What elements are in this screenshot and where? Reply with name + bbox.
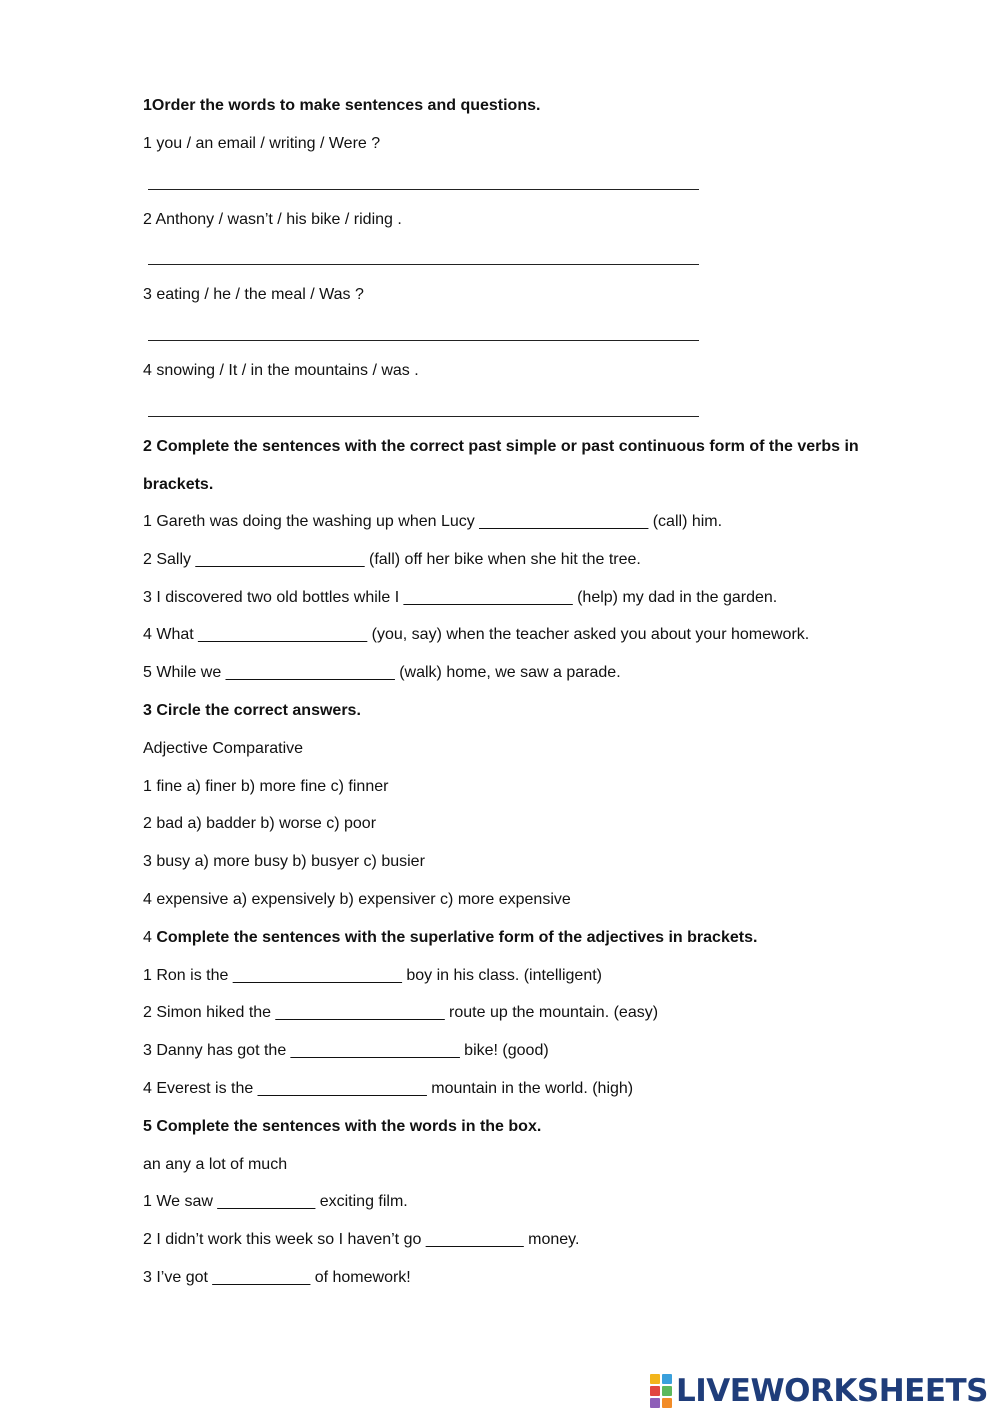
s5-item-1: 1 We saw ___________ exciting film. — [143, 1193, 408, 1210]
s1-answer-line-2[interactable] — [148, 264, 699, 265]
section-5-title: 5 Complete the sentences with the words in the box. — [143, 1118, 542, 1135]
s3-item-4: 4 expensive a) expensively b) expensiver c) more expensive — [143, 891, 571, 908]
liveworksheets-logo — [650, 1374, 988, 1408]
s1-item-4: 4 snowing / It / in the mountains / was . — [143, 362, 419, 379]
s2-item-4: 4 What ___________________ (you, say) when the teacher asked you about your homework. — [143, 626, 810, 643]
s4-item-4: 4 Everest is the ___________________ mountain in the world. (high) — [143, 1080, 634, 1097]
logo-text: LIVEWORKSHEETS — [676, 1373, 988, 1409]
s2-item-2: 2 Sally ___________________ (fall) off her bike when she hit the tree. — [143, 551, 641, 568]
s1-item-3: 3 eating / he / the meal / Was ? — [143, 286, 364, 303]
s5-item-3: 3 I’ve got ___________ of homework! — [143, 1269, 411, 1286]
s3-item-3: 3 busy a) more busy b) busyer c) busier — [143, 853, 425, 870]
s4-item-1: 1 Ron is the ___________________ boy in his class. (intelligent) — [143, 967, 602, 984]
logo-square — [662, 1398, 672, 1408]
logo-square — [662, 1374, 672, 1384]
s1-answer-line-3[interactable] — [148, 340, 699, 341]
section-2-title-line-2: brackets. — [143, 476, 214, 493]
s2-item-1: 1 Gareth was doing the washing up when Lucy ___________________ (call) him. — [143, 513, 723, 530]
section-4-title — [143, 928, 757, 948]
s3-item-2: 2 bad a) badder b) worse c) poor — [143, 815, 377, 832]
s3-subtitle: Adjective Comparative — [143, 740, 304, 757]
logo-square — [650, 1398, 660, 1408]
logo-square — [650, 1374, 660, 1384]
s2-item-3: 3 I discovered two old bottles while I ___________________ (help) my dad in the garden. — [143, 589, 778, 606]
s2-item-5: 5 While we ___________________ (walk) home, we saw a parade. — [143, 664, 621, 681]
s5-item-2: 2 I didn’t work this week so I haven’t go ___________ money. — [143, 1231, 580, 1248]
s1-item-1: 1 you / an email / writing / Were ? — [143, 135, 381, 152]
s1-answer-line-1[interactable] — [148, 189, 699, 190]
s1-item-2: 2 Anthony / wasn’t / his bike / riding . — [143, 211, 402, 228]
section-1-title: 1Order the words to make sentences and questions. — [143, 97, 541, 114]
section-3-title: 3 Circle the correct answers. — [143, 702, 361, 719]
section-4-number: 4 — [143, 929, 157, 946]
logo-square — [662, 1386, 672, 1396]
s5-word-box: an any a lot of much — [143, 1156, 288, 1173]
s1-answer-line-4[interactable] — [148, 416, 699, 417]
s3-item-1: 1 fine a) finer b) more fine c) finner — [143, 778, 389, 795]
logo-mark-icon — [650, 1374, 672, 1408]
section-2-title-line-1: 2 Complete the sentences with the correct past simple or past continuous form of the verbs in — [143, 438, 859, 455]
section-4-title-text: Complete the sentences with the superlative form of the adjectives in brackets. — [156, 929, 758, 946]
s4-item-3: 3 Danny has got the ___________________ bike! (good) — [143, 1042, 549, 1059]
logo-square — [650, 1386, 660, 1396]
s4-item-2: 2 Simon hiked the ___________________ route up the mountain. (easy) — [143, 1004, 659, 1021]
